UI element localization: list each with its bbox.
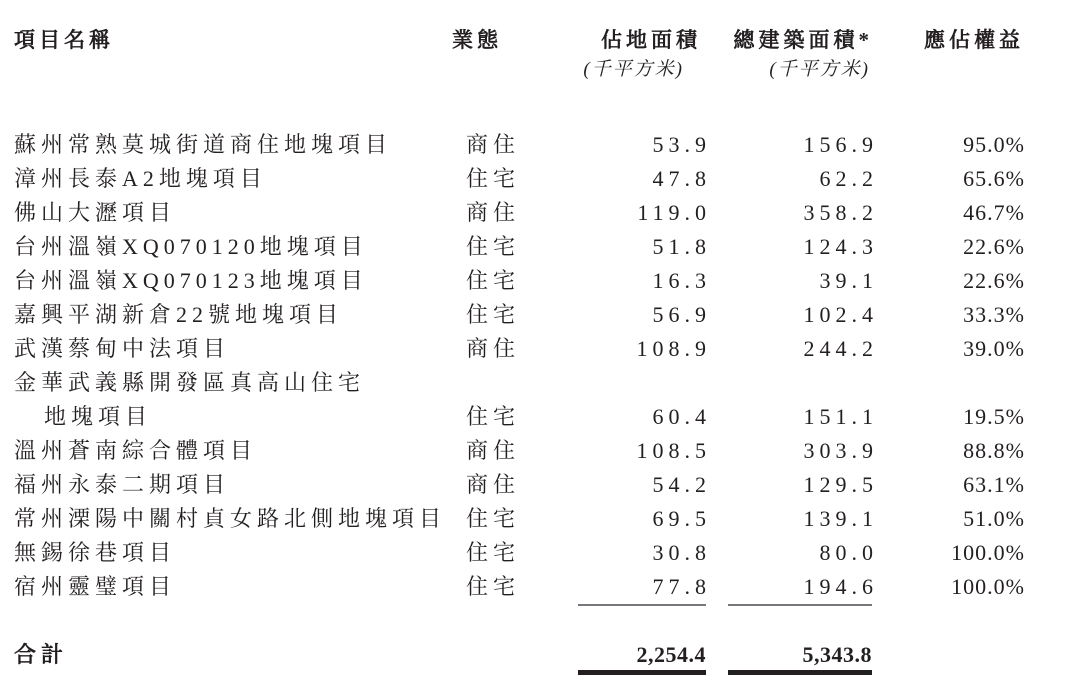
- table-row: [0, 434, 1024, 468]
- gfa-value: 358.2: [803, 200, 878, 225]
- table-row: [0, 332, 1024, 366]
- gfa-value: 156.9: [803, 132, 878, 157]
- business-type: 住宅: [466, 268, 521, 293]
- table-row: [0, 162, 1024, 196]
- business-type: 商住: [466, 200, 521, 225]
- land-area-value: 16.3: [652, 268, 711, 293]
- project-name: 武漢蔡甸中法項目: [14, 336, 231, 361]
- gfa-value: 62.2: [819, 166, 878, 191]
- project-name-continued: 地塊項目: [44, 404, 153, 429]
- land-area-value: 30.8: [652, 540, 711, 565]
- total-land-area: 2,254.4: [578, 640, 706, 675]
- equity-value: 39.0%: [963, 336, 1025, 361]
- gfa-value: 139.1: [803, 506, 878, 531]
- table-row: [0, 570, 1024, 604]
- gfa-value: 194.6: [803, 574, 878, 599]
- business-type: 住宅: [466, 234, 521, 259]
- table-row-wrapped-line2: [0, 400, 1024, 434]
- project-name: 金華武義縣開發區真高山住宅: [14, 370, 366, 395]
- equity-value: 100.0%: [951, 574, 1025, 599]
- header-land-area: 佔地面積: [601, 28, 701, 52]
- equity-value: 33.3%: [963, 302, 1025, 327]
- project-name: 嘉興平湖新倉22號地塊項目: [14, 302, 344, 327]
- land-area-value: 56.9: [652, 302, 711, 327]
- land-area-value: 47.8: [652, 166, 711, 191]
- header-business-type: 業態: [452, 28, 502, 52]
- gfa-value: 129.5: [803, 472, 878, 497]
- business-type: 住宅: [466, 506, 521, 531]
- land-area-value: 119.0: [637, 200, 711, 225]
- project-name: 台州溫嶺XQ070123地塊項目: [14, 268, 368, 293]
- business-type: 商住: [466, 438, 521, 463]
- business-type: 商住: [466, 472, 521, 497]
- land-area-value: 60.4: [652, 404, 711, 429]
- gfa-value: 80.0: [819, 540, 878, 565]
- subheader-gfa-unit: (千平方米): [769, 59, 870, 80]
- business-type: 住宅: [466, 574, 521, 599]
- gfa-value: 124.3: [803, 234, 878, 259]
- gfa-value: 303.9: [803, 438, 878, 463]
- table-header-row: [0, 22, 1024, 58]
- header-project-name: 項目名稱: [14, 28, 114, 52]
- table-row-wrapped-line1: [0, 366, 1024, 400]
- header-gfa: 總建築面積*: [733, 28, 873, 52]
- gfa-value: 151.1: [803, 404, 878, 429]
- business-type: 商住: [466, 132, 521, 157]
- business-type: 商住: [466, 336, 521, 361]
- gfa-value: 39.1: [819, 268, 878, 293]
- project-name: 佛山大瀝項目: [14, 200, 177, 225]
- gfa-value: 102.4: [803, 302, 878, 327]
- land-area-value: 54.2: [652, 472, 711, 497]
- land-area-value: 108.9: [636, 336, 711, 361]
- gfa-rule: [728, 604, 872, 606]
- gfa-value: 244.2: [803, 336, 878, 361]
- equity-value: 19.5%: [963, 404, 1025, 429]
- table-row: [0, 128, 1024, 162]
- table-body: [0, 128, 1080, 612]
- total-label: 合計: [14, 642, 69, 667]
- table-row: [0, 230, 1024, 264]
- project-name: 無錫徐巷項目: [14, 540, 177, 565]
- table-row: [0, 502, 1024, 536]
- land-area-value: 51.8: [652, 234, 711, 259]
- project-name: 福州永泰二期項目: [14, 472, 231, 497]
- equity-value: 46.7%: [963, 200, 1025, 225]
- equity-value: 95.0%: [963, 132, 1025, 157]
- header-equity: 應佔權益: [924, 28, 1024, 52]
- business-type: 住宅: [466, 404, 521, 429]
- land-area-rule: [578, 604, 706, 606]
- total-row: [0, 640, 1024, 670]
- equity-value: 88.8%: [963, 438, 1025, 463]
- equity-value: 22.6%: [963, 268, 1025, 293]
- project-name: 溫州蒼南綜合體項目: [14, 438, 258, 463]
- land-area-value: 108.5: [636, 438, 711, 463]
- business-type: 住宅: [466, 302, 521, 327]
- project-name: 常州溧陽中關村貞女路北側地塊項目: [14, 506, 447, 531]
- table-row: [0, 264, 1024, 298]
- table-row: [0, 298, 1024, 332]
- land-area-value: 77.8: [652, 574, 711, 599]
- equity-value: 65.6%: [963, 166, 1025, 191]
- equity-value: 51.0%: [963, 506, 1025, 531]
- table-subheader-row: [0, 58, 1024, 86]
- business-type: 住宅: [466, 540, 521, 565]
- equity-value: 100.0%: [951, 540, 1025, 565]
- land-area-value: 53.9: [652, 132, 711, 157]
- project-name: 漳州長泰A2地塊項目: [14, 166, 267, 191]
- table-row: [0, 536, 1024, 570]
- table-row: [0, 468, 1024, 502]
- equity-value: 22.6%: [963, 234, 1025, 259]
- project-name: 宿州靈璧項目: [14, 574, 177, 599]
- business-type: 住宅: [466, 166, 521, 191]
- subtotal-rule-row: [0, 604, 1024, 612]
- land-area-value: 69.5: [652, 506, 711, 531]
- project-name: 蘇州常熟莫城街道商住地塊項目: [14, 132, 393, 157]
- table-row: [0, 196, 1024, 230]
- project-name: 台州溫嶺XQ070120地塊項目: [14, 234, 368, 259]
- equity-value: 63.1%: [963, 472, 1025, 497]
- total-gfa: 5,343.8: [728, 640, 872, 675]
- subheader-land-unit: (千平方米): [583, 59, 684, 80]
